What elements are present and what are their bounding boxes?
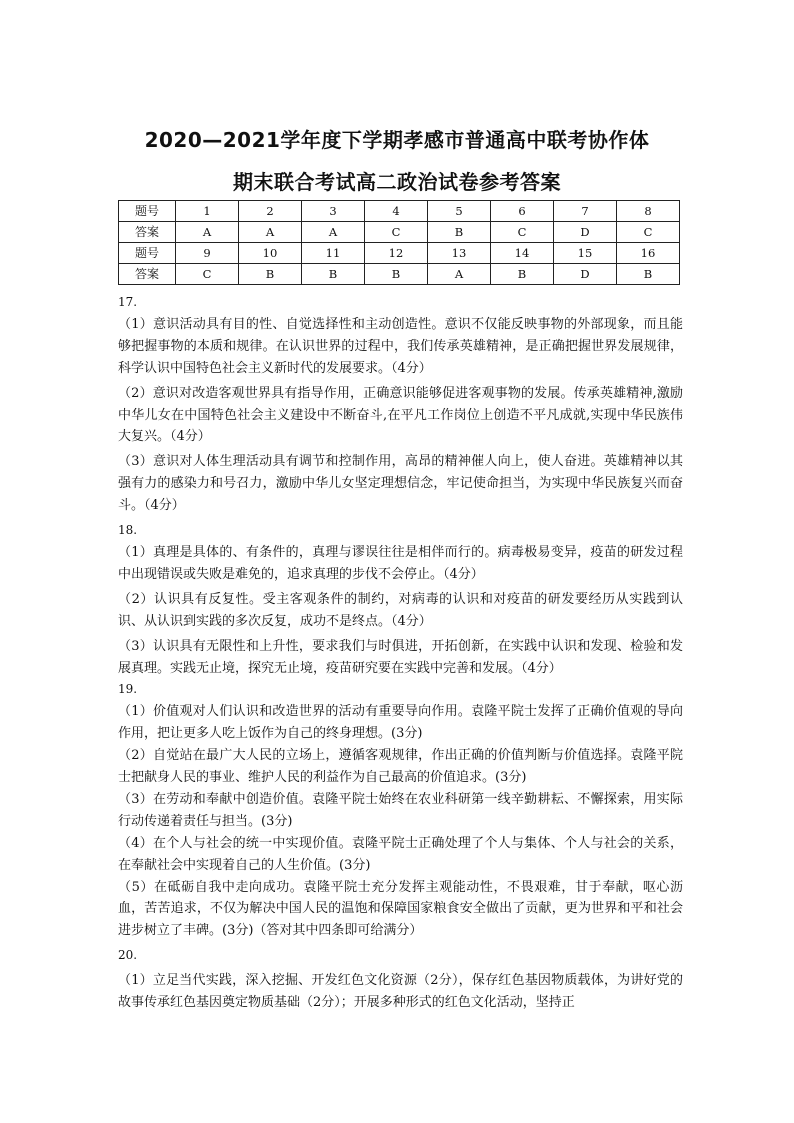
row-header: 题号: [119, 243, 176, 264]
answer-paragraph: （1）意识活动具有目的性、自觉选择性和主动创造性。意识不仅能反映事物的外部现象，而且能够把握事物的本质和规律。在认识世界的过程中，我们传承英雄精神，是正确把握世界发展规律，科学认识中国特色社会主义新时代的发展要求。（4分）: [118, 316, 683, 376]
answer-paragraph: （2）自觉站在最广大人民的立场上，遵循客观规律，作出正确的价值判断与价值选择。袁隆平院士把献身人民的事业、维护人民的利益作为自己最高的价值追求。(3分): [118, 748, 683, 786]
table-cell: 5: [428, 201, 491, 222]
table-cell: 6: [491, 201, 554, 222]
table-cell: C: [491, 222, 554, 243]
table-cell: D: [554, 222, 617, 243]
answer-paragraph: （3）在劳动和奉献中创造价值。袁隆平院士始终在农业科研第一线辛勤耕耘、不懈探索，用实际行动传递着责任与担当。(3分): [118, 791, 683, 829]
question-number: 18.: [118, 523, 138, 538]
table-cell: 16: [617, 243, 680, 264]
table-cell: 4: [365, 201, 428, 222]
table-row: [119, 201, 680, 222]
table-cell: 15: [554, 243, 617, 264]
table-cell: B: [365, 264, 428, 285]
table-cell: A: [239, 222, 302, 243]
table-cell: 11: [302, 243, 365, 264]
answer-paragraph: （2）意识对改造客观世界具有指导作用，正确意识能够促进客观事物的发展。传承英雄精神,激励中华儿女在中国特色社会主义建设中不断奋斗,在平凡工作岗位上创造不平凡成就,实现中华民族伟大复兴。（4分）: [118, 385, 683, 445]
table-cell: 7: [554, 201, 617, 222]
table-cell: B: [491, 264, 554, 285]
table-cell: 1: [176, 201, 239, 222]
question-number: 17.: [118, 295, 138, 309]
answer-paragraph: （1）价值观对人们认识和改造世界的活动有重要导向作用。袁隆平院士发挥了正确价值观的导向作用，把让更多人吃上饭作为自己的终身理想。(3分): [118, 704, 683, 742]
question-number: 20.: [118, 948, 138, 963]
table-cell: C: [365, 222, 428, 243]
document-title-line-2: 期末联合考试高二政治试卷参考答案: [233, 170, 561, 194]
document-title-line-1: 2020—2021学年度下学期孝感市普通高中联考协作体: [144, 128, 650, 152]
table-cell: 10: [239, 243, 302, 264]
question-19-answer: [118, 679, 683, 942]
question-17-answer: [118, 292, 683, 517]
table-row: [119, 264, 680, 285]
table-cell: D: [554, 264, 617, 285]
answer-paragraph: （5）在砥砺自我中走向成功。袁隆平院士充分发挥主观能动性，不畏艰难，甘于奉献，呕心沥血，苦苦追求，不仅为解决中国人民的温饱和保障国家粮食安全做出了贡献，更为世界和平和社会进步树立了丰碑。(3分)（答对其中四条即可给满分）: [118, 879, 683, 939]
table-cell: A: [176, 222, 239, 243]
table-cell: B: [617, 264, 680, 285]
answer-table: [118, 200, 680, 285]
question-20-answer: [118, 945, 683, 1014]
row-header: 答案: [119, 222, 176, 243]
answer-body: [118, 292, 683, 1014]
table-cell: A: [302, 222, 365, 243]
table-row: [119, 243, 680, 264]
row-header: 答案: [119, 264, 176, 285]
table-cell: B: [302, 264, 365, 285]
table-cell: 14: [491, 243, 554, 264]
table-cell: C: [176, 264, 239, 285]
table-cell: 12: [365, 243, 428, 264]
table-cell: C: [617, 222, 680, 243]
question-18-answer: [118, 520, 683, 679]
table-cell: 9: [176, 243, 239, 264]
row-header: 题号: [119, 201, 176, 222]
answer-paragraph: （1）立足当代实践，深入挖掘、开发红色文化资源（2分），保存红色基因物质载体，为讲好党的故事传承红色基因奠定物质基础（2分）；开展多种形式的红色文化活动，坚持正: [118, 973, 683, 1011]
table-cell: 2: [239, 201, 302, 222]
answer-paragraph: （3）意识对人体生理活动具有调节和控制作用，高昂的精神催人向上，使人奋进。英雄精神以其强有力的感染力和号召力，激励中华儿女坚定理想信念，牢记使命担当，为实现中华民族复兴而奋斗。（4分）: [118, 454, 683, 514]
table-cell: 13: [428, 243, 491, 264]
table-row: [119, 222, 680, 243]
table-cell: A: [428, 264, 491, 285]
answer-paragraph: （1）真理是具体的、有条件的，真理与谬误往往是相伴而行的。病毒极易变异，疫苗的研发过程中出现错误或失败是难免的，追求真理的步伐不会停止。（4分）: [118, 544, 683, 582]
table-cell: 3: [302, 201, 365, 222]
question-number: 19.: [118, 682, 138, 697]
table-cell: B: [428, 222, 491, 243]
answer-paragraph: （3）认识具有无限性和上升性，要求我们与时俱进，开拓创新，在实践中认识和发现、检验和发展真理。实践无止境，探究无止境，疫苗研究要在实践中完善和发展。（4分）: [118, 638, 683, 676]
answer-paragraph: （4）在个人与社会的统一中实现价值。袁隆平院士正确处理了个人与集体、个人与社会的关系，在奉献社会中实现着自己的人生价值。(3分): [118, 835, 683, 873]
table-cell: 8: [617, 201, 680, 222]
answer-paragraph: （2）认识具有反复性。受主客观条件的制约，对病毒的认识和对疫苗的研发要经历从实践到认识、从认识到实践的多次反复，成功不是终点。（4分）: [118, 591, 683, 629]
table-cell: B: [239, 264, 302, 285]
